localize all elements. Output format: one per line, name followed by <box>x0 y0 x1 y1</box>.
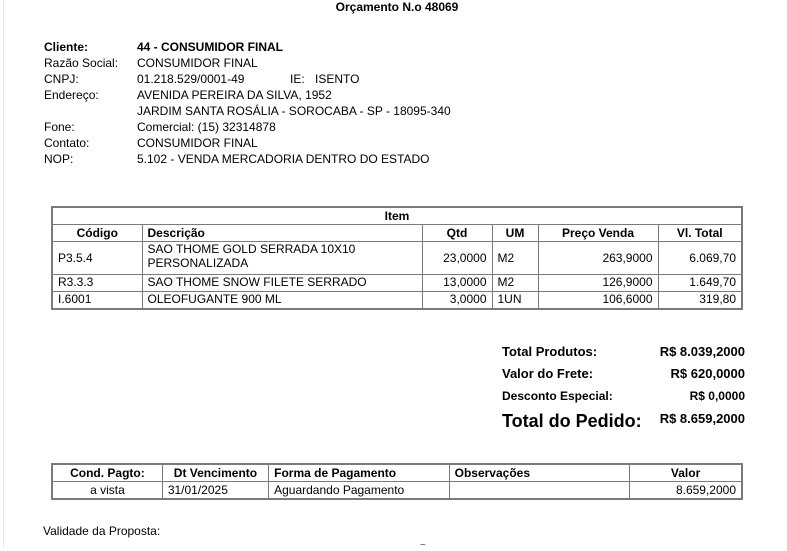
desconto-label: Desconto Especial: <box>502 389 613 403</box>
item-codigo: R3.3.3 <box>52 275 142 292</box>
items-group-header: Item <box>52 207 742 225</box>
col-preco: Preço Venda <box>538 225 658 242</box>
col-cond-pagto: Cond. Pagto: <box>52 464 162 482</box>
total-produtos-row <box>502 344 745 366</box>
table-row <box>52 242 742 275</box>
items-header-row <box>52 225 742 242</box>
payment-header-row <box>52 464 742 482</box>
pay-obs <box>449 482 630 500</box>
ie-value: ISENTO <box>315 72 360 86</box>
pay-valor: 8.659,2000 <box>630 482 742 500</box>
cnpj-label: CNPJ: <box>44 72 79 86</box>
desconto-row <box>502 388 745 410</box>
item-total: 319,80 <box>658 292 742 310</box>
item-total: 6.069,70 <box>658 242 742 275</box>
total-pedido-label: Total do Pedido: <box>502 411 642 431</box>
item-descricao: SAO THOME SNOW FILETE SERRADO <box>142 275 422 292</box>
page-title: Orçamento N.o 48069 <box>335 0 459 14</box>
item-preco: 263,9000 <box>538 242 658 275</box>
endereco-line1: AVENIDA PEREIRA DA SILVA, 1952 <box>137 88 332 102</box>
col-observacoes: Observações <box>449 464 630 482</box>
item-codigo: I.6001 <box>52 292 142 310</box>
pay-forma: Aguardando Pagamento <box>269 482 450 500</box>
page-left-border <box>3 0 4 548</box>
cnpj-value: 01.218.529/0001-49 <box>137 72 245 86</box>
item-descricao: OLEOFUGANTE 900 ML <box>142 292 422 310</box>
item-qtd: 13,0000 <box>422 275 492 292</box>
total-pedido-row <box>502 410 745 436</box>
item-total: 1.649,70 <box>658 275 742 292</box>
nop-value: 5.102 - VENDA MERCADORIA DENTRO DO ESTADO <box>137 152 430 166</box>
total-produtos-value: R$ 8.039,2000 <box>659 344 745 359</box>
contato-label: Contato: <box>44 136 90 150</box>
fone-label: Fone: <box>44 120 75 134</box>
col-codigo: Código <box>52 225 142 242</box>
item-um: M2 <box>492 275 538 292</box>
payment-table <box>51 463 743 500</box>
col-qtd: Qtd <box>422 225 492 242</box>
endereco-label: Endereço: <box>44 88 99 102</box>
item-qtd: 3,0000 <box>422 292 492 310</box>
desconto-value: R$ 0,0000 <box>689 389 745 403</box>
valor-frete-value: R$ 620,0000 <box>670 366 745 381</box>
table-row <box>52 482 742 500</box>
total-produtos-label: Total Produtos: <box>502 344 598 359</box>
pay-cond: a vista <box>52 482 162 500</box>
item-um: M2 <box>492 242 538 275</box>
items-table <box>51 206 743 310</box>
valor-frete-row <box>502 366 745 388</box>
item-preco: 106,6000 <box>538 292 658 310</box>
col-total: Vl. Total <box>658 225 742 242</box>
item-preco: 126,9000 <box>538 275 658 292</box>
cliente-value: 44 - CONSUMIDOR FINAL <box>137 40 284 54</box>
col-valor: Valor <box>630 464 742 482</box>
validade-label: Validade da Proposta: <box>43 524 161 538</box>
item-descricao: SAO THOME GOLD SERRADA 10X10 PERSONALIZADA <box>142 242 422 275</box>
table-row <box>52 275 742 292</box>
contato-value: CONSUMIDOR FINAL <box>137 136 258 150</box>
nop-label: NOP: <box>44 152 74 166</box>
cut-off-text: ~ <box>420 540 426 551</box>
endereco-line2: JARDIM SANTA ROSÁLIA - SOROCABA - SP - 18095-340 <box>137 104 451 118</box>
item-um: 1UN <box>492 292 538 310</box>
col-dt-vencimento: Dt Vencimento <box>162 464 268 482</box>
col-um: UM <box>492 225 538 242</box>
totals-block <box>502 344 745 436</box>
valor-frete-label: Valor do Frete: <box>502 366 594 381</box>
item-codigo: P3.5.4 <box>52 242 142 275</box>
table-row <box>52 292 742 310</box>
col-forma-pagamento: Forma de Pagamento <box>269 464 450 482</box>
fone-value: Comercial: (15) 32314878 <box>137 120 276 134</box>
razao-value: CONSUMIDOR FINAL <box>137 56 258 70</box>
ie-label: IE: <box>290 72 305 86</box>
razao-label: Razão Social: <box>44 56 119 70</box>
item-qtd: 23,0000 <box>422 242 492 275</box>
col-descricao: Descrição <box>142 225 422 242</box>
total-pedido-value: R$ 8.659,2000 <box>659 411 745 426</box>
pay-vencimento: 31/01/2025 <box>162 482 268 500</box>
cliente-label: Cliente: <box>44 40 89 54</box>
